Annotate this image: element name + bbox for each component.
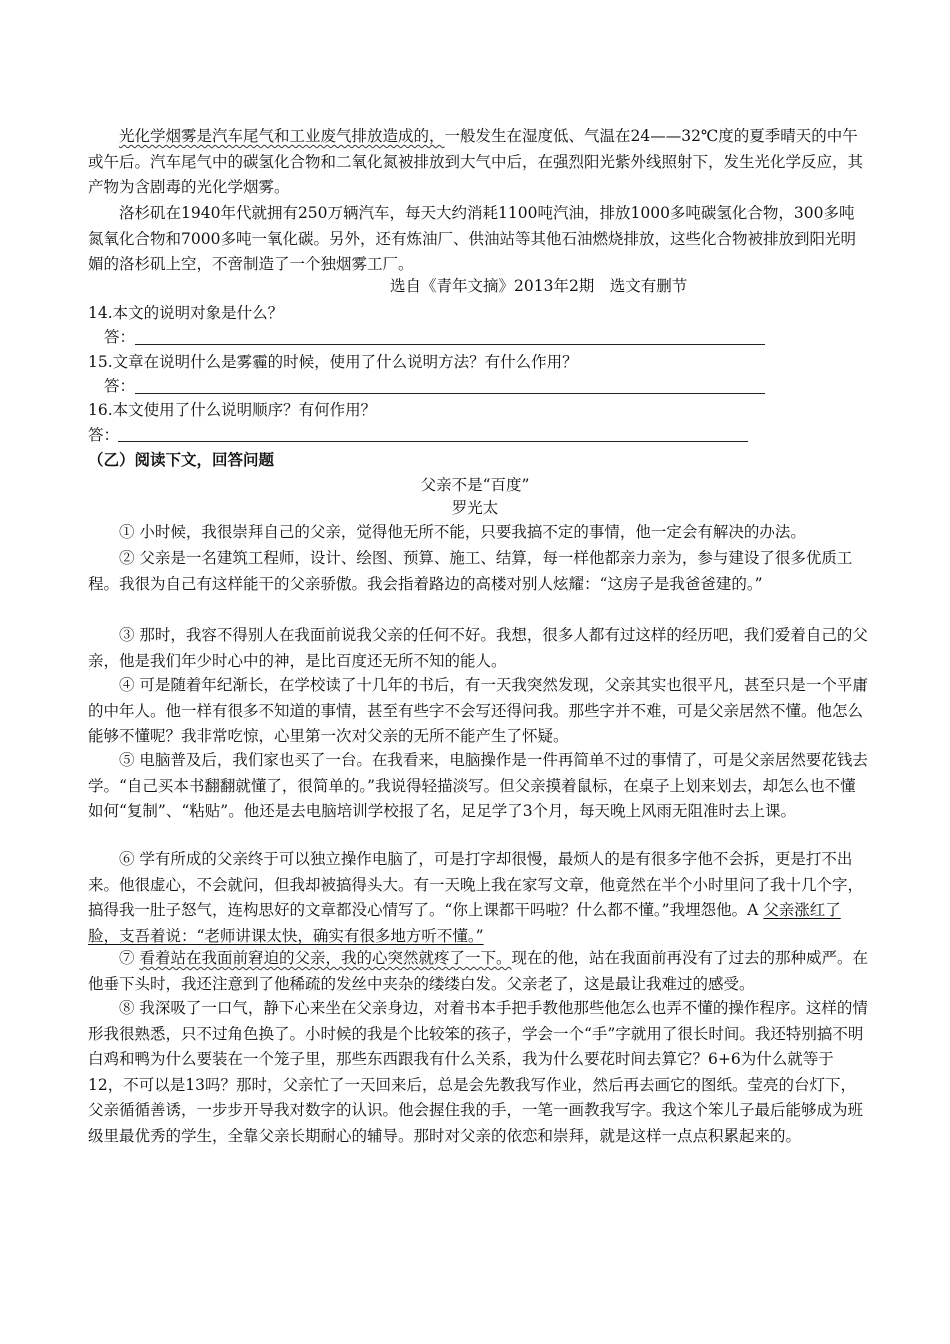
source-note: 选自《青年文摘》2013年2期 选文有删节 <box>390 277 688 295</box>
paragraph-3: ③ 那时，我容不得别人在我面前说我父亲的任何不好。我想，很多人都有过这样的经历吧，我们爱着自己的父亲，他是我们年少时心中的神，是比百度还无所不知的能人。 <box>88 626 868 670</box>
paragraph-smog-cause: 光化学烟雾是汽车尾气和工业废气排放造成的，一般发生在湿度低、气温在24——32℃度的夏季晴天的中午或午后。汽车尾气中的碳氢化合物和二氧化氮被排放到大气中后，在强烈阳光紫外线照射下，发生光化学反应，其产物为含剧毒的光化学烟雾。 <box>88 127 864 196</box>
question-15: 15.文章在说明什么是雾霾的时候，使用了什么说明方法？有什么作用？ <box>88 353 578 371</box>
paragraph-5: ⑤ 电脑普及后，我们家也买了一台。在我看来，电脑操作是一件再简单不过的事情了，可是父亲居然要花钱去学。“自己买本书翻翻就懂了，很简单的。”我说得轻描淡写。但父亲摸着鼠标，在桌子上划来划去，却怎么也不懂如何“复制”、“粘贴”。他还是去电脑培训学校报了名，足足学了3个月，每天晚上风雨无阻准时去上课。 <box>88 751 868 820</box>
section-header-b: （乙）阅读下文，回答问题 <box>88 450 275 469</box>
wavy-underlined-sentence: 光化学烟雾是汽车尾气和工业废气排放造成的， <box>119 127 445 145</box>
paragraph-2: ② 父亲是一名建筑工程师，设计、绘图、预算、施工、结算，每一样他都亲力亲为，参与建设了很多优质工程。我很为自己有这样能干的父亲骄傲。我会指着路边的高楼对别人炫耀：“这房子是我爸爸建的。” <box>88 549 853 593</box>
article-title: 父亲不是“百度” <box>420 476 530 494</box>
wavy-underlined-sentence-7: 看着站在我面前窘迫的父亲，我的心突然就疼了一下。 <box>139 949 512 967</box>
paragraph-los-angeles: 洛杉矶在1940年代就拥有250万辆汽车，每天大约消耗1100吨汽油，排放1000多吨碳氢化合物，300多吨氮氧化合物和7000多吨一氧化碳。另外，还有炼油厂、供油站等其他石油燃烧排放，这些化合物被排放到阳光明媚的洛杉矶上空，不啻制造了一个独烟雾工厂。 <box>88 204 856 273</box>
answer-line-14[interactable] <box>135 344 765 345</box>
answer-label-16: 答： <box>88 426 120 444</box>
underlined-sentence-a: 父亲涨红了脸，支吾着说：“老师讲课太快，确实有很多地方听不懂。” <box>88 901 841 945</box>
question-14: 14.本文的说明对象是什么？ <box>88 304 284 322</box>
answer-label-15: 答： <box>104 377 136 395</box>
question-16: 16.本文使用了什么说明顺序？有何作用？ <box>88 401 377 419</box>
article-author: 罗光太 <box>451 499 499 517</box>
paragraph-7: ⑦ 看着站在我面前窘迫的父亲，我的心突然就疼了一下。现在的他，站在我面前再没有了过去的那种威严。在他垂下头时，我还注意到了他稀疏的发丝中夹杂的缕缕白发。父亲老了，这是最让我难过的感受。 <box>88 949 868 993</box>
paragraph-1: ① 小时候，我很崇拜自己的父亲，觉得他无所不能，只要我搞不定的事情，他一定会有解决的办法。 <box>119 523 806 541</box>
answer-line-16[interactable] <box>118 441 748 442</box>
paragraph-4: ④ 可是随着年纪渐长，在学校读了十几年的书后，有一天我突然发现，父亲其实也很平凡，甚至只是一个平庸的中年人。他一样有很多不知道的事情，甚至有些字不会写还得问我。那些字并不难，可是父亲居然不懂。他怎么能够不懂呢？我非常吃惊，心里第一次对父亲的无所不能产生了怀疑。 <box>88 676 868 745</box>
answer-line-15[interactable] <box>135 393 765 394</box>
paragraph-6: ⑥ 学有所成的父亲终于可以独立操作电脑了，可是打字却很慢，最烦人的是有很多字他不会拆，更是打不出来。他很虚心，不会就问，但我却被搞得头大。有一天晚上我在家写文章，他竟然在半个小时里问了我十几个字，搞得我一肚子怒气，连构思好的文章都没心情写了。“你上课都干吗啦？什么都不懂。”我埋怨他。A 父亲涨红了脸，支吾着说：“老师讲课太快，确实有很多地方听不懂。” <box>88 850 864 945</box>
answer-label-14: 答： <box>104 328 136 346</box>
paragraph-8: ⑧ 我深吸了一口气，静下心来坐在父亲身边，对着书本手把手教他那些他怎么也弄不懂的操作程序。这样的情形我很熟悉，只不过角色换了。小时候的我是个比较笨的孩子，学会一个“手”字就用了很长时间。我还特别搞不明白鸡和鸭为什么要装在一个笼子里，那些东西跟我有什么关系，我为什么要花时间去算它？6+6为什么就等于12，不可以是13吗？那时，父亲忙了一天回来后，总是会先教我写作业，然后再去画它的图纸。莹亮的台灯下，父亲循循善诱，一步步开导我对数字的认识。他会握住我的手，一笔一画教我写字。我这个笨儿子最后能够成为班级里最优秀的学生，全靠父亲长期耐心的辅导。那时对父亲的依恋和崇拜，就是这样一点点积累起来的。 <box>88 999 868 1145</box>
